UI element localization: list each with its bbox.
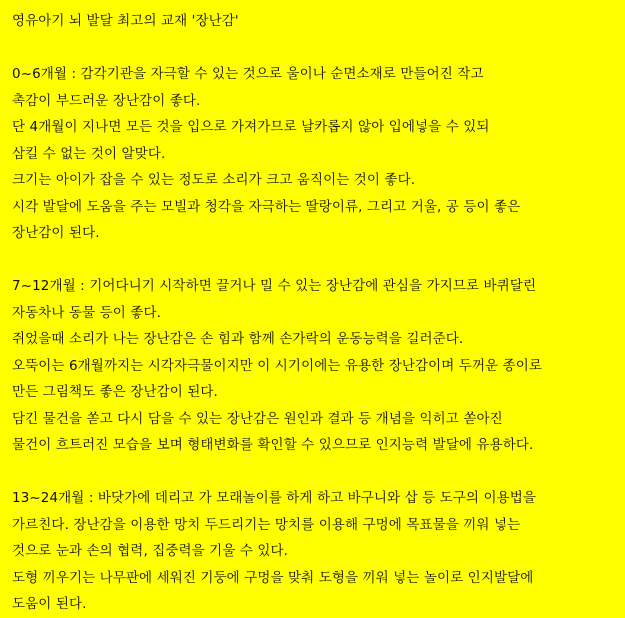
blank-line	[12, 247, 625, 274]
paragraph-line: 담긴 물건을 쏟고 다시 담을 수 있는 장난감은 원인과 결과 등 개념을 익히고 쏟아진	[12, 410, 503, 427]
paragraph-line: 13~24개월 : 바닷가에 데리고 가 모래놀이를 하게 하고 바구니와 삽 등 도구의 이용법을	[12, 490, 537, 506]
paragraph-line: 가르친다. 장난감을 이용한 망치 두드리기는 망치를 이용해 구멍에 목표물을 끼워 넣는	[12, 516, 521, 533]
document-title: 영유아기 뇌 발달 최고의 교재 '장난감'	[12, 13, 239, 29]
paragraph-line: 물건이 흐트러진 모습을 보며 형태변화를 확인할 수 있으므로 인지능력 발달에 유용하다.	[12, 437, 534, 453]
paragraph-line: 크기는 아이가 잡을 수 있는 정도로 소리가 크고 움직이는 것이 좋다.	[12, 172, 416, 188]
paragraph-line: 오뚝이는 6개월까지는 시각자극물이지만 이 시기이에는 유용한 장난감이며 두꺼운 종이로	[12, 357, 543, 374]
section-7-12-months	[12, 273, 625, 459]
paragraph-line: 0~6개월 : 감각기관을 자극할 수 있는 것으로 울이나 순면소재로 만들어진 작고	[12, 66, 484, 82]
paragraph-line: 7~12개월 : 기어다니기 시작하면 끌거나 밀 수 있는 장난감에 관심을 가지므로 바퀴달린	[12, 278, 537, 294]
paragraph-line: 도형 끼우기는 나무판에 세워진 기둥에 구멍을 맞춰 도형을 끼워 넣는 놀이로 인지발달에	[12, 569, 534, 586]
blank-line	[12, 35, 625, 62]
section-13-24-months	[12, 485, 625, 618]
paragraph-line: 것으로 눈과 손의 협력, 집중력을 기울 수 있다.	[12, 543, 289, 559]
paragraph-line: 단 4개월이 지나면 모든 것을 입으로 가져가므로 날카롭지 않아 입에넣을 수 있되	[12, 119, 490, 135]
paragraph-line: 삼킬 수 없는 것이 알맞다.	[12, 145, 166, 162]
paragraph-line: 도움이 된다.	[12, 596, 87, 612]
section-0-6-months	[12, 61, 625, 247]
blank-line	[12, 459, 625, 486]
paragraph-line: 시각 발달에 도움을 주는 모빌과 청각을 자극하는 딸랑이류, 그리고 거울, 공 등이 좋은	[12, 198, 521, 215]
paragraph-line: 만든 그림책도 좋은 장난감이 된다.	[12, 384, 218, 400]
paragraph-line: 쥐었을때 소리가 나는 장난감은 손 힘과 함께 손가락의 운동능력을 길러준다.	[12, 331, 464, 347]
paragraph-line: 자동차나 동물 등이 좋다.	[12, 304, 161, 321]
paragraph-line: 촉감이 부드러운 장난감이 좋다.	[12, 92, 201, 109]
paragraph-line: 장난감이 된다.	[12, 225, 100, 241]
